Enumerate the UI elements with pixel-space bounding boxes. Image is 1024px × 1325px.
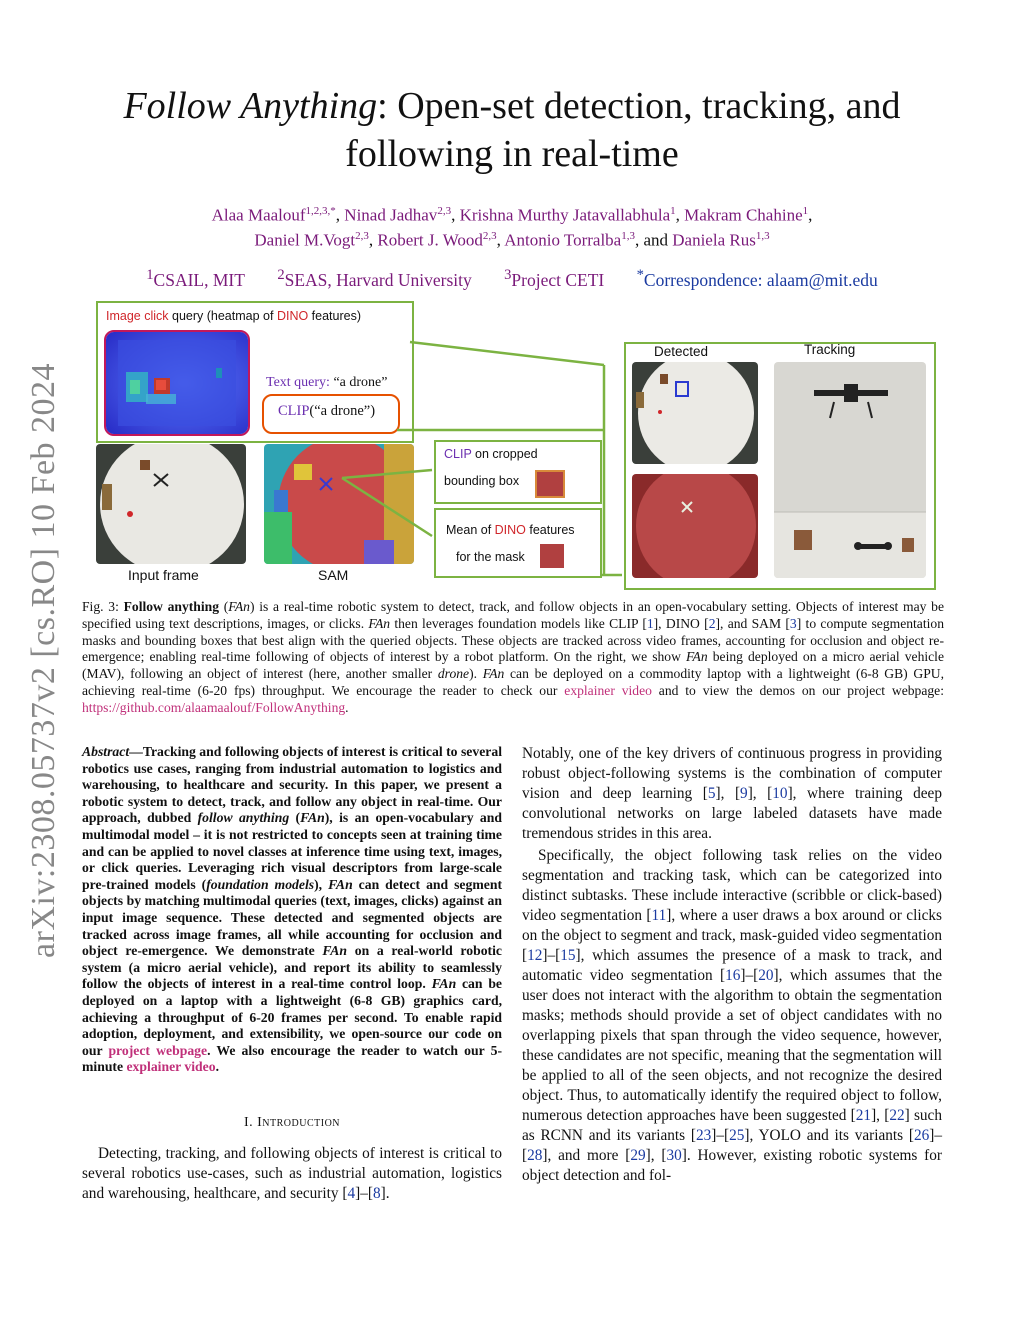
author[interactable]: Daniela Rus — [672, 230, 756, 250]
detected-label: Detected — [654, 344, 709, 359]
author[interactable]: Krishna Murthy Jatavallabhula — [459, 205, 671, 225]
clip-crop-label: CLIP on cropped — [444, 447, 538, 461]
author-sup: 1,2,3,* — [305, 205, 336, 217]
author[interactable]: Daniel M.Vogt — [254, 230, 356, 250]
citation[interactable]: 26 — [913, 1127, 930, 1144]
author[interactable]: Makram Chahine — [684, 205, 803, 225]
author-sup: 2,3 — [482, 230, 497, 242]
author[interactable]: Antonio Torralba — [504, 230, 622, 250]
title-line2: following in real-time — [345, 133, 679, 175]
dino-mask-box — [434, 508, 602, 578]
text-query-label: Text query: “a drone” — [266, 375, 388, 390]
citation[interactable]: 8 — [372, 1185, 381, 1202]
abstract: Abstract—Tracking and following objects of interest is critical to several robotics use cases, ranging from industrial automation to logistics and warehousing, to healthcare and security. In this paper, we present a robotic system to detect, track, and follow any object in real-time. Our approach, dubbed follow anything (FAn), is an open-vocabulary and multimodal model – it is not restricted to concepts seen at training time and can be applied to novel classes at inference time using text, images, or click queries. Leveraging rich visual descriptors from large-scale pre-trained models (foundation models), FAn can detect and segment objects by matching multimodal queries (text, images, clicks) against an input image sequence. These detected and segmented objects are tracked across image frames, all while accounting for occlusion and object re-emergence. We demonstrate FAn on a real-world robotic system (a micro aerial vehicle), and report its ability to seamlessly follow the objects of interest in a real-time control loop. FAn can be deployed on a laptop with a lightweight (6-8 GB) graphics card, achieving a throughput of 6-20 frames per second. To enable rapid adoption, deployment, and extensibility, we open-source our code on our project webpage. We also encourage the reader to watch our 5-minute explainer video. — [82, 744, 503, 1075]
clip-text-label: CLIP(“a drone”) — [278, 403, 376, 419]
and-word: and — [643, 230, 669, 250]
author[interactable]: Robert J. Wood — [377, 230, 483, 250]
citation[interactable]: 3 — [789, 615, 797, 631]
figure-caption: Fig. 3: Follow anything (FAn) is a real-time robotic system to detect, track, and follow objects in an open-vocabulary setting. Objects of interest may be specified using text descriptions, images, or clicks. FAn then leverages foundation models like CLIP [1], DINO [2], and SAM [3] to compute segmentation masks and bounding boxes that best align with the queried objects. These objects are tracked across video frames, accounting for occlusion and object re-emergence; enabling real-time following of objects of interest by a robot platform. On the right, we show FAn being deployed on a micro aerial vehicle (MAV), following an object of interest (here, another smaller drone). FAn can be deployed on a commodity laptop with a lightweight (6-8 GB) GPU, achieving real-time (6-20 fps) throughput. We encourage the reader to check our explainer video and to view the demos on our project webpage: https://github.com/alaamaalouf/FollowAnything. — [82, 599, 944, 715]
arxiv-stamp: arXiv:2308.05737v2 [cs.RO] 10 Feb 2024 — [25, 362, 62, 958]
author-sup: 1,3 — [621, 230, 635, 242]
affiliation: $^2$SEAS, Harvard University — [277, 267, 472, 290]
affiliations — [70, 267, 954, 291]
section-heading: I. Introduction — [243, 1115, 341, 1130]
citation[interactable]: 22 — [889, 1107, 905, 1124]
citation[interactable]: 11 — [651, 907, 667, 924]
tracking-label: Tracking — [804, 342, 856, 357]
input-frame-label: Input frame — [128, 567, 199, 583]
affiliation: $^3$Project CETI — [504, 267, 605, 290]
citation[interactable]: 20 — [758, 967, 774, 984]
citation[interactable]: 5 — [707, 785, 716, 802]
authors-line2: Daniel M.Vogt$^{2,3}$, Robert J. Wood$^{2,3}$, Antonio Torralba$^{1,3}$, and Daniela Rus$^{1,3}$ — [254, 230, 770, 250]
figure-3 — [92, 300, 944, 592]
title-rest: : Open-set detection, tracking, and — [377, 85, 901, 127]
clip-crop-label2: bounding box — [444, 474, 520, 488]
citation[interactable]: 28 — [527, 1147, 543, 1164]
dino-mask-label: Mean of DINO features — [446, 523, 575, 537]
right-paragraph-1: Notably, one of the key drivers of continuous progress in providing robust object-following systems is the combination of computer vision and deep learning [5], [9], [10], where training deep convolutional networks on large labeled datasets have made tremendous strides in this area. — [522, 745, 942, 842]
dino-mask-label2: for the mask — [456, 550, 525, 564]
citation[interactable]: 2 — [708, 615, 716, 631]
tracking-image — [774, 362, 926, 578]
citation[interactable]: 12 — [527, 947, 543, 964]
project-webpage-link[interactable]: project webpage — [108, 1042, 208, 1058]
query-title: Image click query (heatmap of DINO features) — [106, 309, 361, 323]
correspondence[interactable]: *Correspondence: alaam@mit.edu — [636, 267, 878, 290]
citation[interactable]: 30 — [666, 1147, 682, 1164]
citation[interactable]: 4 — [347, 1185, 356, 1202]
intro-paragraph: Detecting, tracking, and following objects of interest is critical to several robotics use-cases, such as industrial automation, logistics and warehousing, healthcare, and security [4]–[8]. — [82, 1145, 502, 1202]
author[interactable]: Alaa Maalouf — [211, 205, 306, 225]
author-sup: 2,3 — [437, 205, 452, 217]
author-sup: 2,3 — [355, 230, 369, 242]
sam-label: SAM — [318, 567, 349, 583]
affiliation: $^1$CSAIL, MIT — [146, 267, 245, 290]
author[interactable]: Ninad Jadhav — [344, 205, 438, 225]
mask-thumbnail — [540, 544, 564, 568]
author-sup: 1 — [802, 205, 809, 217]
github-link[interactable]: https://github.com/alaamaalouf/FollowAnything — [82, 699, 346, 715]
detected-mask-image — [632, 474, 758, 578]
citation[interactable]: 9 — [740, 785, 748, 802]
paper-title — [70, 82, 954, 178]
author-sup: 1,3 — [755, 230, 770, 242]
crop-thumbnail — [535, 470, 565, 498]
detected-frame-image — [632, 362, 758, 464]
author-sup: 1 — [670, 205, 676, 217]
citation[interactable]: 15 — [560, 947, 576, 964]
title-italic: Follow Anything — [123, 85, 378, 127]
citation[interactable]: 1 — [646, 615, 654, 631]
citation[interactable]: 23 — [695, 1127, 712, 1144]
citation[interactable]: 21 — [855, 1107, 872, 1124]
explainer-video-link[interactable]: explainer video — [564, 682, 652, 698]
right-paragraph-2: Specifically, the object following task relies on the video segmentation and tracking task, which can be categorized into distinct subtasks. These include interactive (scribble or click-based) video segmentation [11], where a user draws a box around or clicks on the object to segment and track, mask-guided video segmentation [12]–[15], which assumes the presence of a mask to track, and automatic video segmentation [16]–[20], which assumes that the user does not interact with the algorithm to obtain the segmentation masks; methods should provide a set of object candidates with no overlapping pixels that span through the video sequence, however, these candidates are not specific, meaning that the segmentation will be applied to all of the seen objects, and not recognize the desired object. Thus, to automatically identify the required object to follow, numerous detection approaches have been suggested [21], [22] such as RCNN and its variants [23]–[25], YOLO and its variants [26]–[28], and more [29], [30]. However, existing robotic systems for object detection and fol- — [522, 847, 943, 1184]
citation[interactable]: 16 — [725, 967, 741, 984]
citation[interactable]: 29 — [630, 1147, 646, 1164]
authors-line1: Alaa Maalouf$^{1,2,3,*}$, Ninad Jadhav$^{2,3}$, Krishna Murthy Jatavallabhula$^1$, Makram Chahine$^1$, — [211, 205, 813, 225]
citation[interactable]: 25 — [729, 1127, 745, 1144]
citation[interactable]: 10 — [772, 785, 788, 802]
explainer-video-link[interactable]: explainer video — [126, 1059, 216, 1075]
